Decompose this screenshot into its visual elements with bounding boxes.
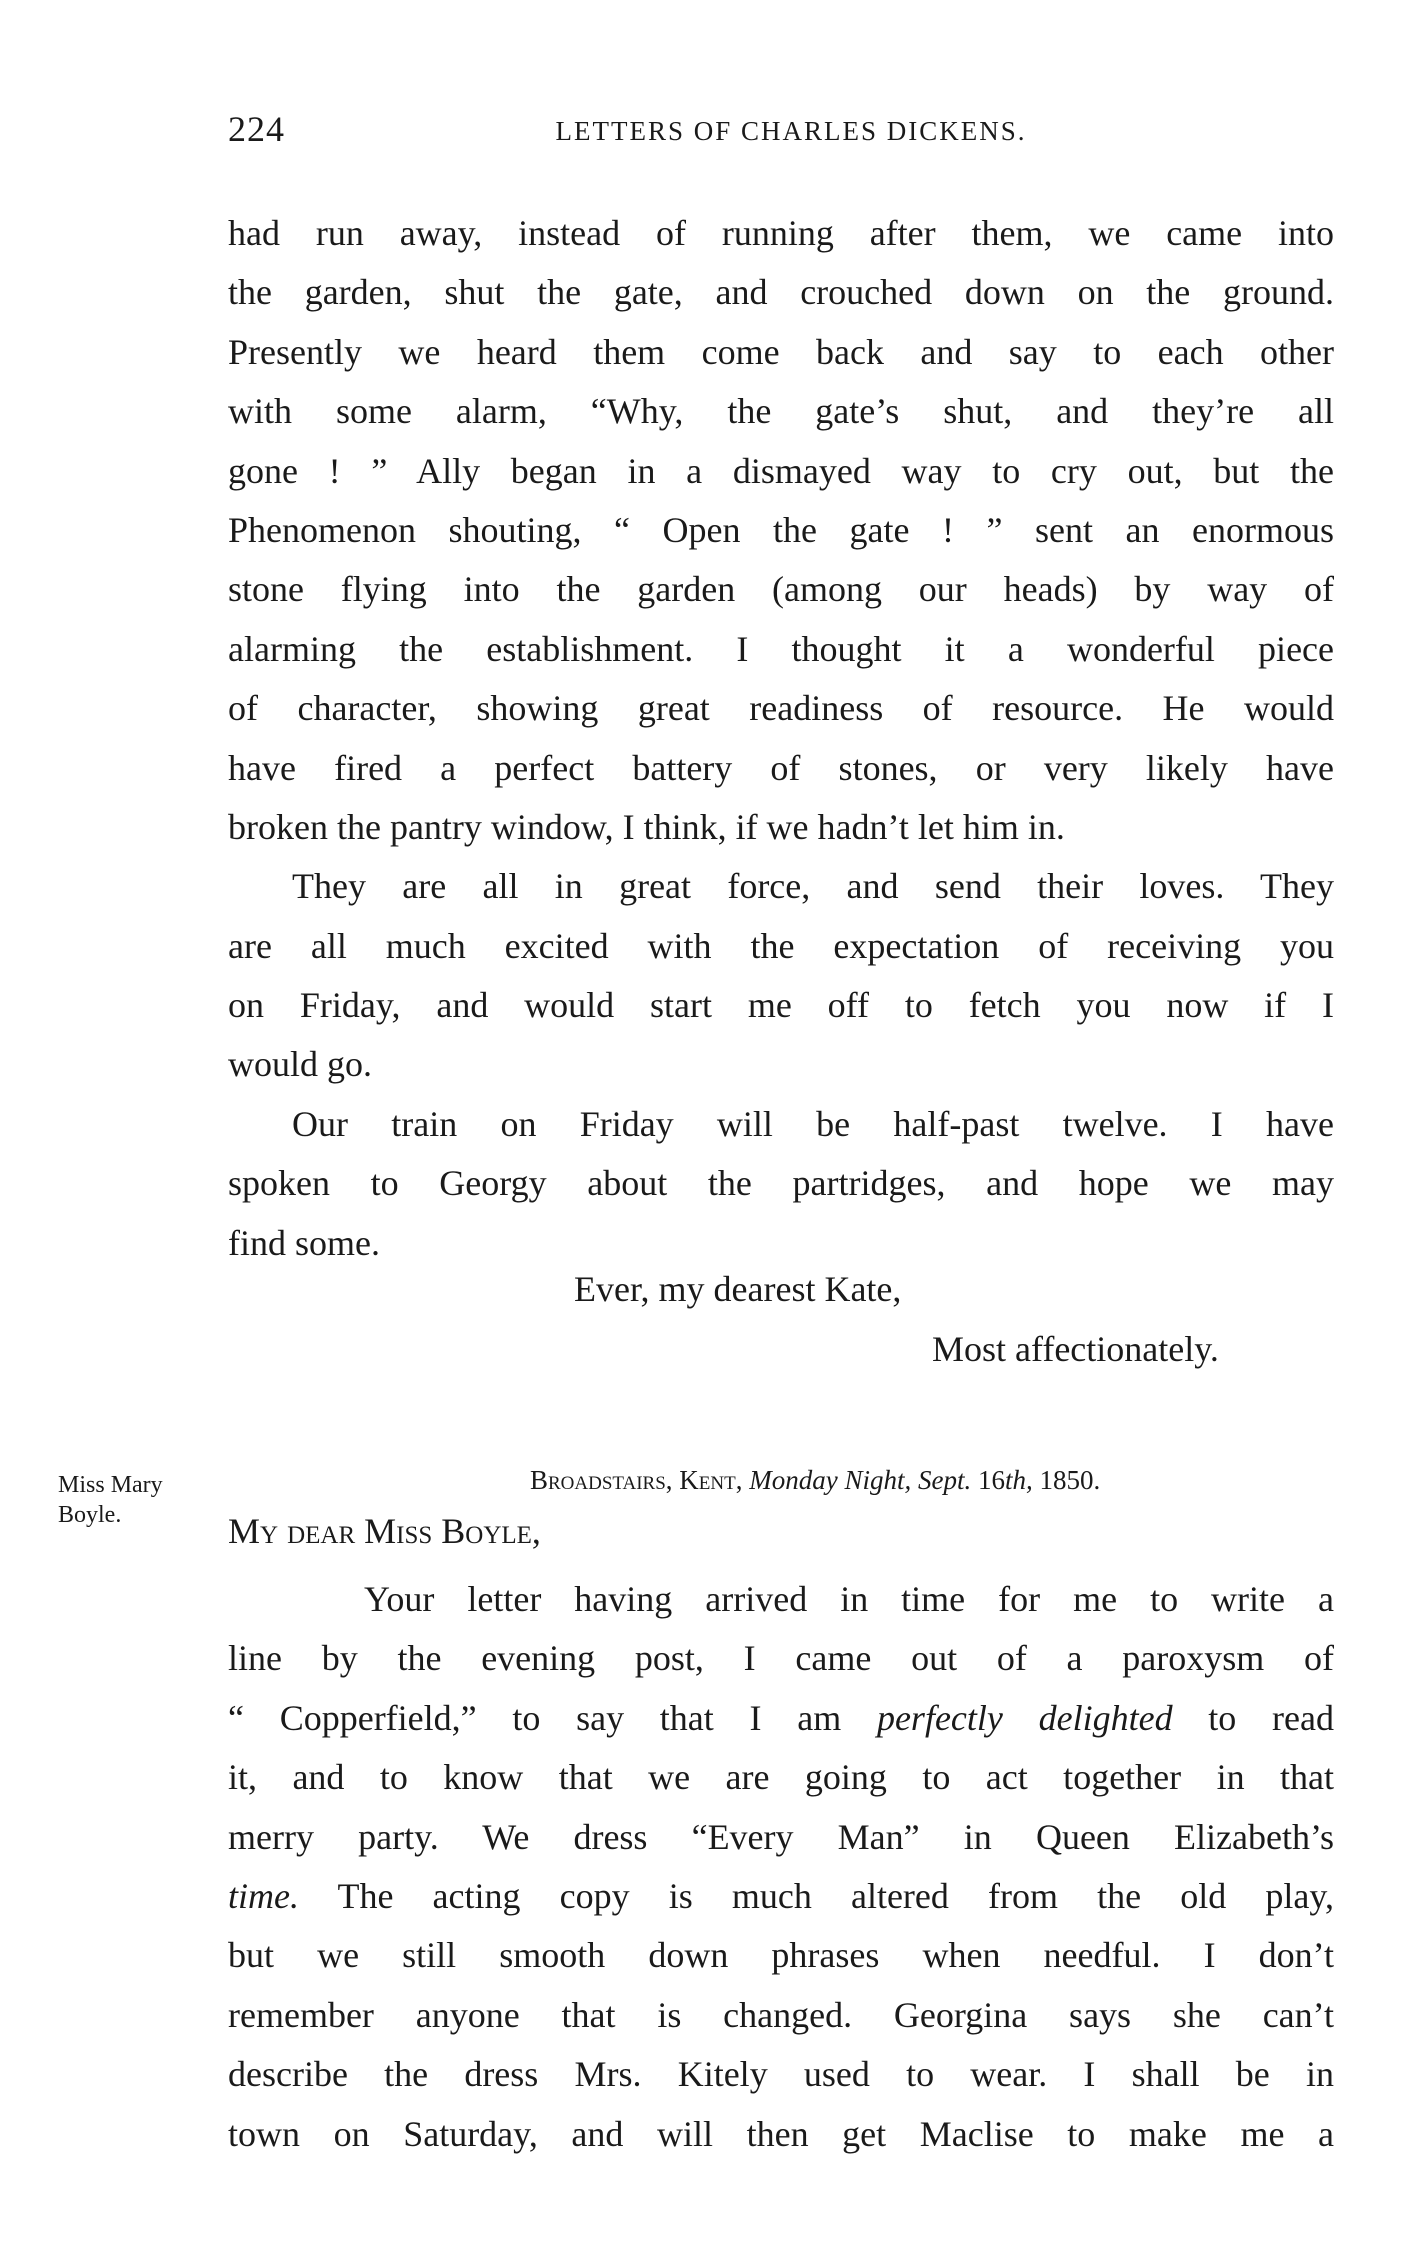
text-line: Phenomenon shouting, “ Open the gate ! ” sent an enormous xyxy=(228,509,1334,550)
page-number: 224 xyxy=(228,109,285,149)
letter-dateline xyxy=(530,1465,1100,1496)
margin-note-recipient xyxy=(58,1470,218,1530)
running-head xyxy=(228,108,1334,158)
signature-line: Most affectionately. xyxy=(932,1329,1219,1369)
text-line: Presently we heard them come back and say to each other xyxy=(228,331,1334,372)
dateline-suffix: th, xyxy=(1004,1465,1033,1495)
dateline-date: 16 xyxy=(977,1465,1005,1495)
text-line: remember anyone that is changed. Georgina says she can’t xyxy=(228,1994,1334,2035)
text-line: describe the dress Mrs. Kitely used to wear. I shall be in xyxy=(228,2054,1334,2095)
text-line: line by the evening post, I came out of a paroxysm of xyxy=(228,1638,1334,1679)
text-line: broken the pantry window, I think, if we hadn’t let him in. xyxy=(228,806,1065,847)
text-line: are all much excited with the expectation of receiving you xyxy=(228,925,1334,966)
text-line: of character, showing great readiness of resource. He would xyxy=(228,688,1334,729)
text-line: Your letter having arrived in time for me to write a xyxy=(364,1579,1334,1619)
text-line: stone flying into the garden (among our heads) by way of xyxy=(228,569,1334,610)
text-line: Our train on Friday will be half-past twelve. I have xyxy=(292,1103,1334,1144)
dateline-year: 1850. xyxy=(1039,1465,1101,1495)
text-line: on Friday, and would start me off to fetch you now if I xyxy=(228,985,1334,1026)
text-line: town on Saturday, and will then get Maclise to make me a xyxy=(228,2113,1334,2154)
header-title: LETTERS OF CHARLES DICKENS. xyxy=(555,116,1027,146)
letter-salutation: My dear Miss Boyle, xyxy=(228,1511,541,1551)
text-line: it, and to know that we are going to act together in that xyxy=(228,1757,1334,1798)
text-line: had run away, instead of running after them, we came into xyxy=(228,213,1334,253)
text-line xyxy=(228,1867,1334,1926)
text-span: The acting copy is much altered from the old play, xyxy=(298,1875,1334,1916)
closing-line: Ever, my dearest Kate, xyxy=(574,1269,902,1309)
text-line: alarming the establishment. I thought it a wonderful piece xyxy=(228,628,1334,669)
text-line: but we still smooth down phrases when needful. I don’t xyxy=(228,1935,1334,1976)
dateline-day: Monday Night, Sept. xyxy=(749,1465,972,1495)
letter-one-text xyxy=(228,204,1334,1273)
text-line: have fired a perfect battery of stones, or very likely have xyxy=(228,747,1334,788)
letter-two-text xyxy=(228,1570,1334,2164)
text-line xyxy=(228,1689,1334,1748)
text-line: spoken to Georgy about the partridges, and hope we may xyxy=(228,1163,1334,1204)
text-line: gone ! ” Ally began in a dismayed way to cry out, but the xyxy=(228,450,1334,491)
text-span: to read xyxy=(1172,1697,1334,1738)
emphasis-text: time. xyxy=(228,1875,299,1916)
text-line: would go. xyxy=(228,1044,372,1085)
dateline-place: Broadstairs, Kent, xyxy=(530,1465,743,1495)
emphasis-text: perfectly delighted xyxy=(876,1697,1173,1738)
text-line: They are all in great force, and send their loves. They xyxy=(292,866,1334,907)
text-line: with some alarm, “Why, the gate’s shut, and they’re all xyxy=(228,391,1334,432)
text-line: find some. xyxy=(228,1222,380,1263)
text-line: the garden, shut the gate, and crouched down on the ground. xyxy=(228,272,1334,313)
text-line: merry party. We dress “Every Man” in Queen Elizabeth’s xyxy=(228,1816,1334,1857)
margin-note-line: Boyle. xyxy=(58,1502,122,1528)
text-span: “ Copperfield,” to say that I am xyxy=(228,1697,877,1738)
margin-note-line: Miss Mary xyxy=(58,1472,163,1498)
